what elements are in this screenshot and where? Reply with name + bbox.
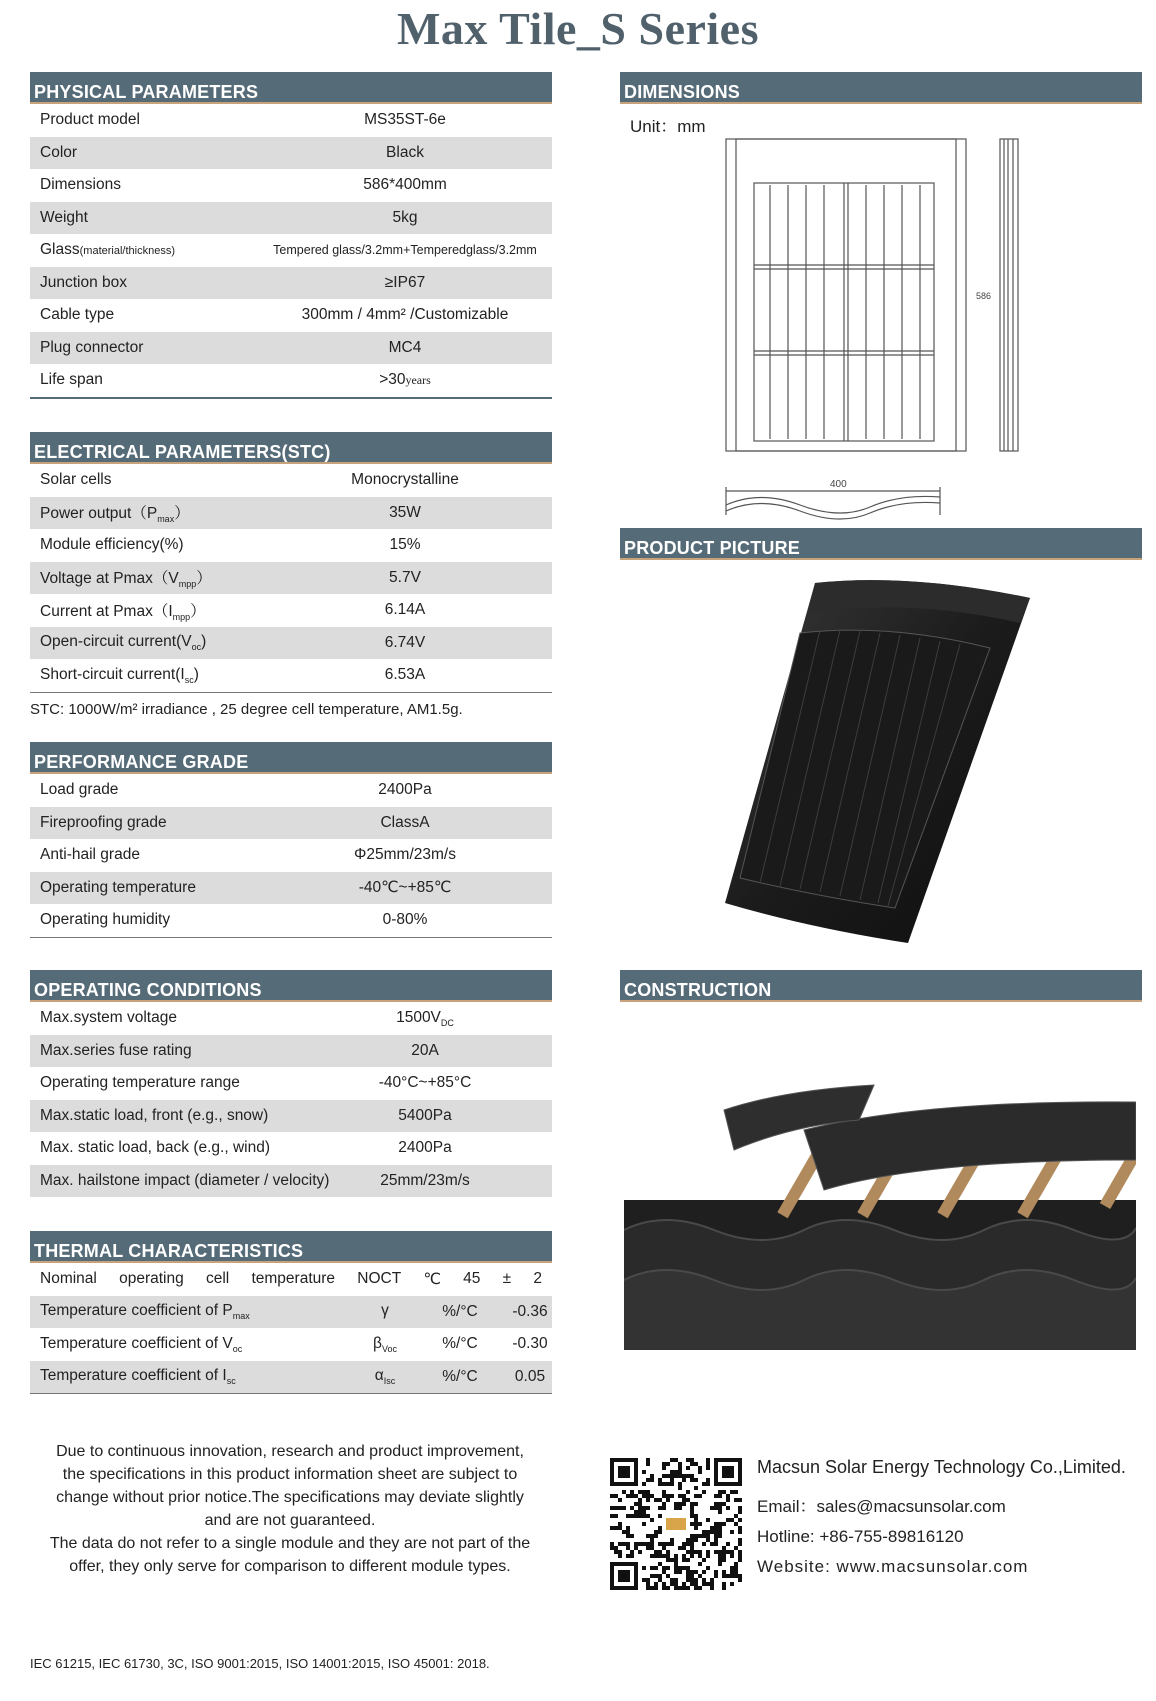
row-value-text: 586*400mm: [363, 176, 447, 194]
row-symbol-text: β: [373, 1334, 382, 1352]
dimensions-section: [620, 72, 1142, 104]
table-row: [30, 1328, 552, 1361]
table-row: [30, 872, 552, 905]
tile-front-outline: [726, 139, 966, 451]
row-label-text: Plug connector: [40, 338, 144, 356]
row-label-end: ）: [190, 602, 206, 620]
row-symbol: [355, 1335, 415, 1354]
disclaimer-line: the specifications in this product information sheet are subject to: [62, 1466, 518, 1483]
row-label-text: Fireproofing grade: [40, 813, 167, 831]
row-symbol: [355, 1367, 415, 1386]
table-row: [30, 1035, 552, 1068]
row-label-end: ）: [196, 570, 212, 588]
row-symbol-subscript: Isc: [383, 1376, 396, 1387]
nominal-operating-cell-temperature-row: [30, 1263, 552, 1296]
row-value-text: 6.74V: [384, 633, 426, 651]
row-label-subscript: sc: [184, 674, 194, 685]
row-value: [270, 306, 540, 324]
row-label-text: Solar cells: [40, 471, 112, 489]
row-value-text: 5kg: [392, 208, 418, 226]
divider: [30, 937, 552, 938]
row-value: [330, 1009, 520, 1028]
divider: [30, 692, 552, 693]
table-row: [30, 332, 552, 365]
row-label-text: Temperature coefficient of P: [40, 1302, 233, 1320]
table-row: [30, 1361, 552, 1394]
table-row: [30, 364, 552, 397]
row-label-text: Max. static load, back (e.g., wind): [40, 1139, 271, 1157]
row-value-text: 5.7V: [389, 568, 421, 586]
nominal-word: Nominal: [40, 1269, 97, 1287]
table-row: [30, 1296, 552, 1329]
row-unit: %/°C: [442, 1367, 478, 1385]
row-label: [40, 176, 121, 194]
row-value-text: -40°C~+85°C: [378, 1074, 472, 1092]
row-value: [270, 666, 540, 684]
product-photo: [720, 578, 1040, 948]
construction-heading: CONSTRUCTION: [620, 970, 1142, 1002]
row-label: [40, 1042, 192, 1060]
row-label-text: Cable type: [40, 306, 115, 324]
row-value: -0.36: [512, 1302, 548, 1320]
row-value: -0.30: [512, 1335, 548, 1353]
thermal-characteristics-table: [30, 1296, 552, 1395]
row-unit: %/°C: [442, 1302, 478, 1320]
row-value-text: 35W: [389, 503, 421, 521]
row-value: [270, 371, 540, 389]
row-value-text: 6.14A: [384, 601, 426, 619]
row-value: [270, 911, 540, 929]
page-title: Max Tile_S Series: [396, 3, 759, 54]
row-value: [330, 1074, 520, 1092]
disclaimer-line: Due to continuous innovation, research and product improvement,: [56, 1443, 524, 1460]
row-value: [330, 1172, 520, 1190]
row-symbol-subscript: Voc: [381, 1343, 397, 1354]
disclaimer-line: change without prior notice.The specifications may deviate slightly: [56, 1489, 524, 1506]
row-value-subscript: DC: [440, 1017, 454, 1028]
company-info: [757, 1457, 1126, 1587]
table-row: [30, 137, 552, 170]
row-label-text: Operating temperature range: [40, 1074, 240, 1092]
row-label-text: Voltage at Pmax（V: [40, 570, 179, 588]
row-label-subscript: oc: [232, 1343, 243, 1354]
row-value-text: Black: [386, 143, 424, 161]
table-row: [30, 562, 552, 595]
disclaimer-text: [30, 1440, 550, 1578]
product-picture-section: [620, 528, 1142, 560]
row-value: [270, 846, 540, 864]
row-label-text: Operating temperature: [40, 878, 196, 896]
construction-section: [620, 970, 1142, 1002]
performance-grade-heading: PERFORMANCE GRADE: [30, 742, 552, 774]
performance-grade-table: [30, 774, 552, 937]
row-label-text: Max.static load, front (e.g., snow): [40, 1106, 269, 1124]
row-label: [40, 1009, 177, 1027]
disclaimer-line: offer, they only serve for comparison to different module types.: [69, 1558, 511, 1575]
row-value-text: ≥IP67: [384, 273, 426, 291]
row-value-text: 0-80%: [382, 911, 428, 929]
table-row: [30, 627, 552, 660]
row-label: [40, 111, 140, 129]
row-label: [40, 1335, 242, 1354]
nominal-word: cell: [205, 1269, 230, 1287]
row-label-text: Open-circuit current(V: [40, 633, 192, 651]
row-value-text: 25mm/23m/s: [380, 1171, 470, 1189]
row-label-text: Product model: [40, 111, 140, 129]
row-value: [270, 634, 540, 652]
physical-parameters-table: [30, 104, 552, 397]
row-label: [40, 911, 170, 929]
row-value: [270, 209, 540, 227]
row-label: [40, 599, 206, 622]
row-label-subscript: mpp: [178, 579, 197, 590]
nominal-word: 45: [463, 1269, 481, 1287]
row-label: [40, 306, 114, 324]
row-value: [270, 274, 540, 292]
row-label: [40, 1074, 240, 1092]
row-value: 0.05: [514, 1367, 546, 1385]
company-hotline[interactable]: Hotline: +86-755-89816120: [757, 1527, 964, 1546]
stc-note: STC: 1000W/m² irradiance , 25 degree cell temperature, AM1.5g.: [30, 700, 463, 718]
table-row: [30, 839, 552, 872]
row-label-text: Max. hailstone impact (diameter / velocity): [40, 1171, 330, 1189]
row-symbol-text: α: [374, 1367, 384, 1385]
table-row: [30, 594, 552, 627]
nominal-word: ℃: [423, 1270, 441, 1288]
row-label: [40, 371, 103, 389]
row-value-text: 300mm / 4mm² /Customizable: [301, 306, 509, 324]
tile-profile-outline: [726, 496, 940, 513]
row-value-text: 1500V: [396, 1008, 441, 1026]
nominal-operating-cell-temperature-text: [40, 1270, 542, 1289]
row-symbol: [355, 1302, 415, 1321]
dimensions-heading: DIMENSIONS: [620, 72, 1142, 104]
operating-conditions-table: [30, 1002, 552, 1197]
divider: [30, 397, 552, 399]
row-label: [40, 471, 112, 489]
row-label-text: Color: [40, 143, 78, 161]
row-label-text: Max.series fuse rating: [40, 1041, 192, 1059]
table-row: [30, 234, 552, 267]
table-row: [30, 807, 552, 840]
table-row: [30, 497, 552, 530]
nominal-word: NOCT: [357, 1269, 402, 1287]
nominal-word: temperature: [251, 1269, 336, 1287]
row-label-text: Temperature coefficient of V: [40, 1334, 233, 1352]
row-label-text: Current at Pmax（I: [40, 602, 173, 620]
company-website[interactable]: Website: www.macsunsolar.com: [757, 1557, 1029, 1576]
unit-label: Unit：mm: [630, 117, 706, 136]
row-label-text: Max.system voltage: [40, 1009, 177, 1027]
construction-illustration: [624, 1080, 1136, 1350]
table-row: [30, 104, 552, 137]
row-label: [40, 536, 184, 554]
row-label-text: Weight: [40, 208, 88, 226]
row-value: [330, 1042, 520, 1060]
table-row: [30, 904, 552, 937]
height-dimension-label: 586: [976, 291, 992, 301]
electrical-parameters-section: [30, 432, 552, 718]
row-label: [40, 241, 175, 259]
row-label-text: Anti-hail grade: [40, 846, 140, 864]
row-label: [40, 209, 88, 227]
row-label: [40, 879, 196, 897]
company-name: Macsun Solar Energy Technology Co.,Limited.: [757, 1457, 1126, 1477]
row-value: [330, 1139, 520, 1157]
row-value: [270, 878, 540, 897]
row-value-text: 20A: [411, 1041, 439, 1059]
row-label-text: Glass: [40, 241, 80, 259]
row-value: [270, 601, 540, 619]
row-value: [270, 243, 540, 257]
row-label-subscript: mpp: [172, 611, 191, 622]
row-symbol-text: γ: [381, 1302, 389, 1320]
row-label-text: Life span: [40, 371, 103, 389]
row-label: [40, 1367, 236, 1386]
row-label-subscript: oc: [191, 642, 202, 653]
row-label-text: Operating humidity: [40, 911, 171, 929]
nominal-word: 2: [533, 1269, 542, 1287]
row-value: [270, 144, 540, 162]
row-label-text: Module efficiency(%): [40, 536, 184, 554]
certifications: IEC 61215, IEC 61730, 3C, ISO 9001:2015, ISO 14001:2015, ISO 45001: 2018.: [30, 1656, 490, 1671]
company-email[interactable]: Email：sales@macsunsolar.com: [757, 1497, 1006, 1516]
row-label: [40, 1107, 268, 1125]
row-value: [270, 536, 540, 554]
row-value: [270, 111, 540, 129]
row-label: [40, 144, 77, 162]
table-row: [30, 169, 552, 202]
performance-grade-section: [30, 742, 552, 938]
electrical-parameters-heading: ELECTRICAL PARAMETERS(STC): [30, 432, 552, 464]
row-label-end: ): [193, 665, 199, 683]
row-value: [330, 1107, 520, 1125]
row-value: [270, 781, 540, 799]
table-row: [30, 1067, 552, 1100]
thermal-characteristics-heading: THERMAL CHARACTERISTICS: [30, 1231, 552, 1263]
row-label-text: Dimensions: [40, 176, 121, 194]
row-label-text: Junction box: [40, 273, 128, 291]
table-row: [30, 774, 552, 807]
row-label-text: Short-circuit current(I: [40, 665, 185, 683]
row-label-end: ）: [174, 505, 190, 523]
row-unit: %/°C: [442, 1335, 478, 1353]
thermal-characteristics-section: [30, 1231, 552, 1394]
row-value-text: ClassA: [380, 813, 430, 831]
row-label: [40, 339, 143, 357]
row-label-text: Power output（P: [40, 505, 158, 523]
row-label: [40, 501, 190, 524]
row-value-text: >30: [379, 371, 406, 389]
row-value-text: 6.53A: [384, 666, 426, 684]
row-value-text: 5400Pa: [398, 1106, 452, 1124]
physical-parameters-section: [30, 72, 552, 399]
row-value-text: -40℃~+85℃: [358, 879, 452, 897]
row-label-subscript: max: [157, 514, 175, 525]
table-row: [30, 299, 552, 332]
table-row: [30, 464, 552, 497]
row-label: [40, 814, 167, 832]
row-label-text: Load grade: [40, 781, 119, 799]
row-label: [40, 781, 118, 799]
row-value-text: MS35ST-6e: [364, 111, 446, 129]
row-value-text: Φ25mm/23m/s: [354, 846, 456, 864]
disclaimer-line: and are not guaranteed.: [204, 1512, 376, 1529]
row-label: [40, 1139, 270, 1157]
row-label: [40, 666, 199, 685]
row-value-unit: years: [405, 373, 431, 388]
row-value: [270, 471, 540, 489]
table-row: [30, 1165, 552, 1198]
width-dimension-label: 400: [830, 479, 847, 490]
disclaimer-line: The data do not refer to a single module and they are not part of the: [49, 1535, 531, 1552]
row-label-note: (material/thickness): [79, 245, 175, 258]
table-row: [30, 267, 552, 300]
electrical-parameters-table: [30, 464, 552, 692]
divider: [30, 1393, 552, 1394]
row-label-end: ): [201, 633, 207, 651]
row-value-text: 15%: [389, 536, 421, 554]
row-label: [40, 1172, 329, 1190]
operating-conditions-heading: OPERATING CONDITIONS: [30, 970, 552, 1002]
nominal-word: operating: [119, 1269, 184, 1287]
row-label: [40, 846, 140, 864]
dimension-drawing: [700, 135, 1040, 527]
table-row: [30, 1100, 552, 1133]
row-label-text: Temperature coefficient of I: [40, 1367, 227, 1385]
row-value-text: MC4: [388, 338, 422, 356]
row-value-text: Monocrystalline: [351, 471, 459, 489]
tile-side-outline: [1000, 139, 1018, 451]
row-value-text: 2400Pa: [398, 1139, 452, 1157]
row-value: [270, 176, 540, 194]
table-row: [30, 529, 552, 562]
nominal-word: ±: [502, 1269, 512, 1287]
product-picture-heading: PRODUCT PICTURE: [620, 528, 1142, 560]
table-row: [30, 1002, 552, 1035]
table-row: [30, 1132, 552, 1165]
physical-parameters-heading: PHYSICAL PARAMETERS: [30, 72, 552, 104]
row-value: [270, 339, 540, 357]
row-value-text: Tempered glass/3.2mm+Temperedglass/3.2mm: [273, 243, 537, 258]
operating-conditions-section: [30, 970, 552, 1197]
row-label: [40, 1302, 250, 1321]
row-value: [270, 569, 540, 587]
row-label: [40, 274, 127, 292]
row-label: [40, 566, 212, 589]
row-value-text: 2400Pa: [378, 781, 432, 799]
qr-code-image: [610, 1458, 742, 1590]
row-label: [40, 633, 206, 652]
table-row: [30, 202, 552, 235]
row-value: [270, 504, 540, 522]
table-row: [30, 659, 552, 692]
row-label-subscript: sc: [226, 1376, 236, 1387]
row-label-subscript: max: [232, 1311, 250, 1322]
row-value: [270, 814, 540, 832]
